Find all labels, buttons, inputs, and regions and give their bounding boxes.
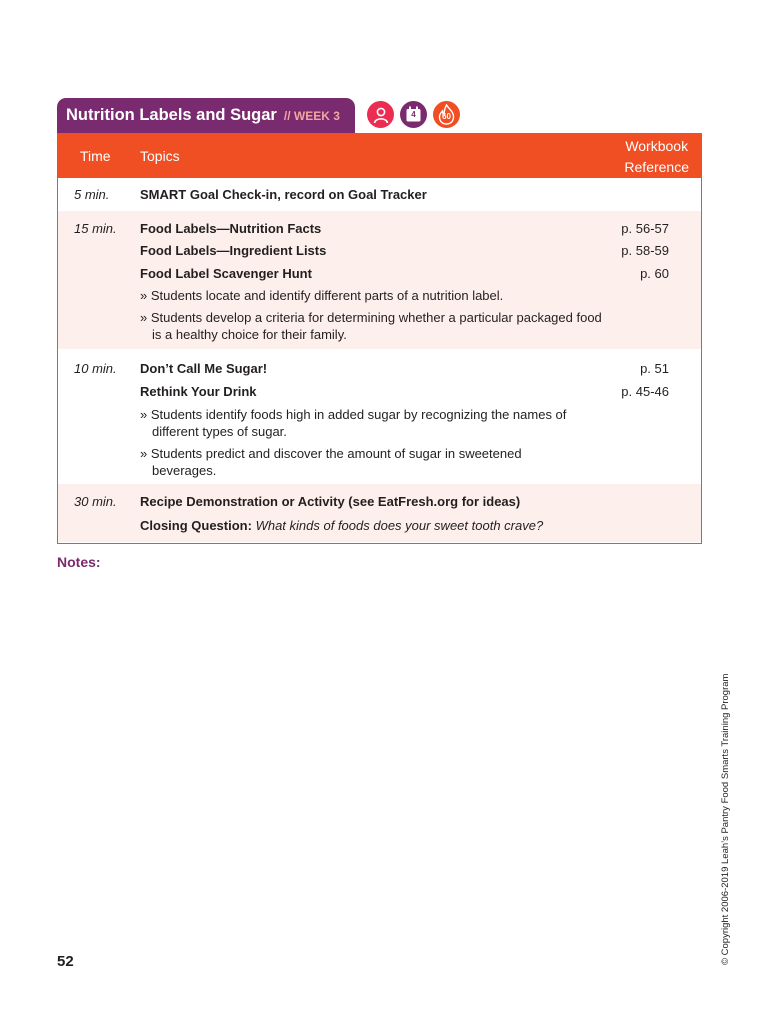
table-row <box>58 484 701 542</box>
session-icons <box>367 101 460 128</box>
bullet-item: » Students locate and identify different parts of a nutrition label. <box>140 288 504 303</box>
table-row <box>58 349 701 484</box>
topic-line: Recipe Demonstration or Activity (see EatFresh.org for ideas) <box>140 494 521 509</box>
row-time: 10 min. <box>74 361 117 376</box>
calendar-number: 4 <box>411 110 416 119</box>
closing-label: Closing Question: <box>140 518 252 533</box>
section-title-tab <box>57 98 355 133</box>
week-label: // WEEK 3 <box>283 108 340 123</box>
calendar-icon <box>400 101 427 128</box>
column-header-workbook: Workbook <box>625 138 689 154</box>
workbook-ref: p. 51 <box>640 361 669 376</box>
column-header-time: Time <box>80 148 111 164</box>
table-row <box>58 211 701 349</box>
topic-line: Rethink Your Drink <box>140 384 257 399</box>
row-time: 30 min. <box>74 494 117 509</box>
closing-text: What kinds of foods does your sweet tooth crave? <box>255 518 544 533</box>
bullet-item: » Students identify foods high in added sugar by recognizing the names of different types of sugar. <box>140 407 567 439</box>
topic-line: SMART Goal Check-in, record on Goal Tracker <box>140 187 427 202</box>
topic-line: Food Label Scavenger Hunt <box>140 266 312 281</box>
workbook-ref: p. 60 <box>640 266 669 281</box>
table-row <box>58 178 701 211</box>
copyright-notice: © Copyright 2006-2019 Leah’s Pantry Food Smarts Training Program <box>720 673 731 965</box>
column-header-reference <box>624 136 689 178</box>
column-header-topics: Topics <box>140 148 180 164</box>
topic-line: Food Labels—Nutrition Facts <box>140 221 322 236</box>
topic-line: Food Labels—Ingredient Lists <box>140 243 327 258</box>
bullet-item: » Students predict and discover the amount of sugar in sweetened beverages. <box>140 446 522 478</box>
page-number: 52 <box>57 953 74 970</box>
lesson-table <box>57 133 702 544</box>
flame-icon <box>433 101 460 128</box>
row-time: 15 min. <box>74 221 117 236</box>
workbook-ref: p. 45-46 <box>621 384 669 399</box>
person-icon <box>367 101 394 128</box>
row-time: 5 min. <box>74 187 110 202</box>
closing-question <box>140 518 543 533</box>
topic-line: Don’t Call Me Sugar! <box>140 361 268 376</box>
table-header <box>58 134 701 178</box>
workbook-ref: p. 58-59 <box>621 243 669 258</box>
notes-label: Notes: <box>57 554 101 570</box>
workbook-ref: p. 56-57 <box>621 221 669 236</box>
flame-number: 60 <box>442 112 451 121</box>
column-header-reference-word: Reference <box>624 159 689 175</box>
bullet-item: » Students develop a criteria for determining whether a particular packaged food is a healthy choice for their family. <box>140 310 602 342</box>
section-title: Nutrition Labels and Sugar <box>66 106 277 124</box>
